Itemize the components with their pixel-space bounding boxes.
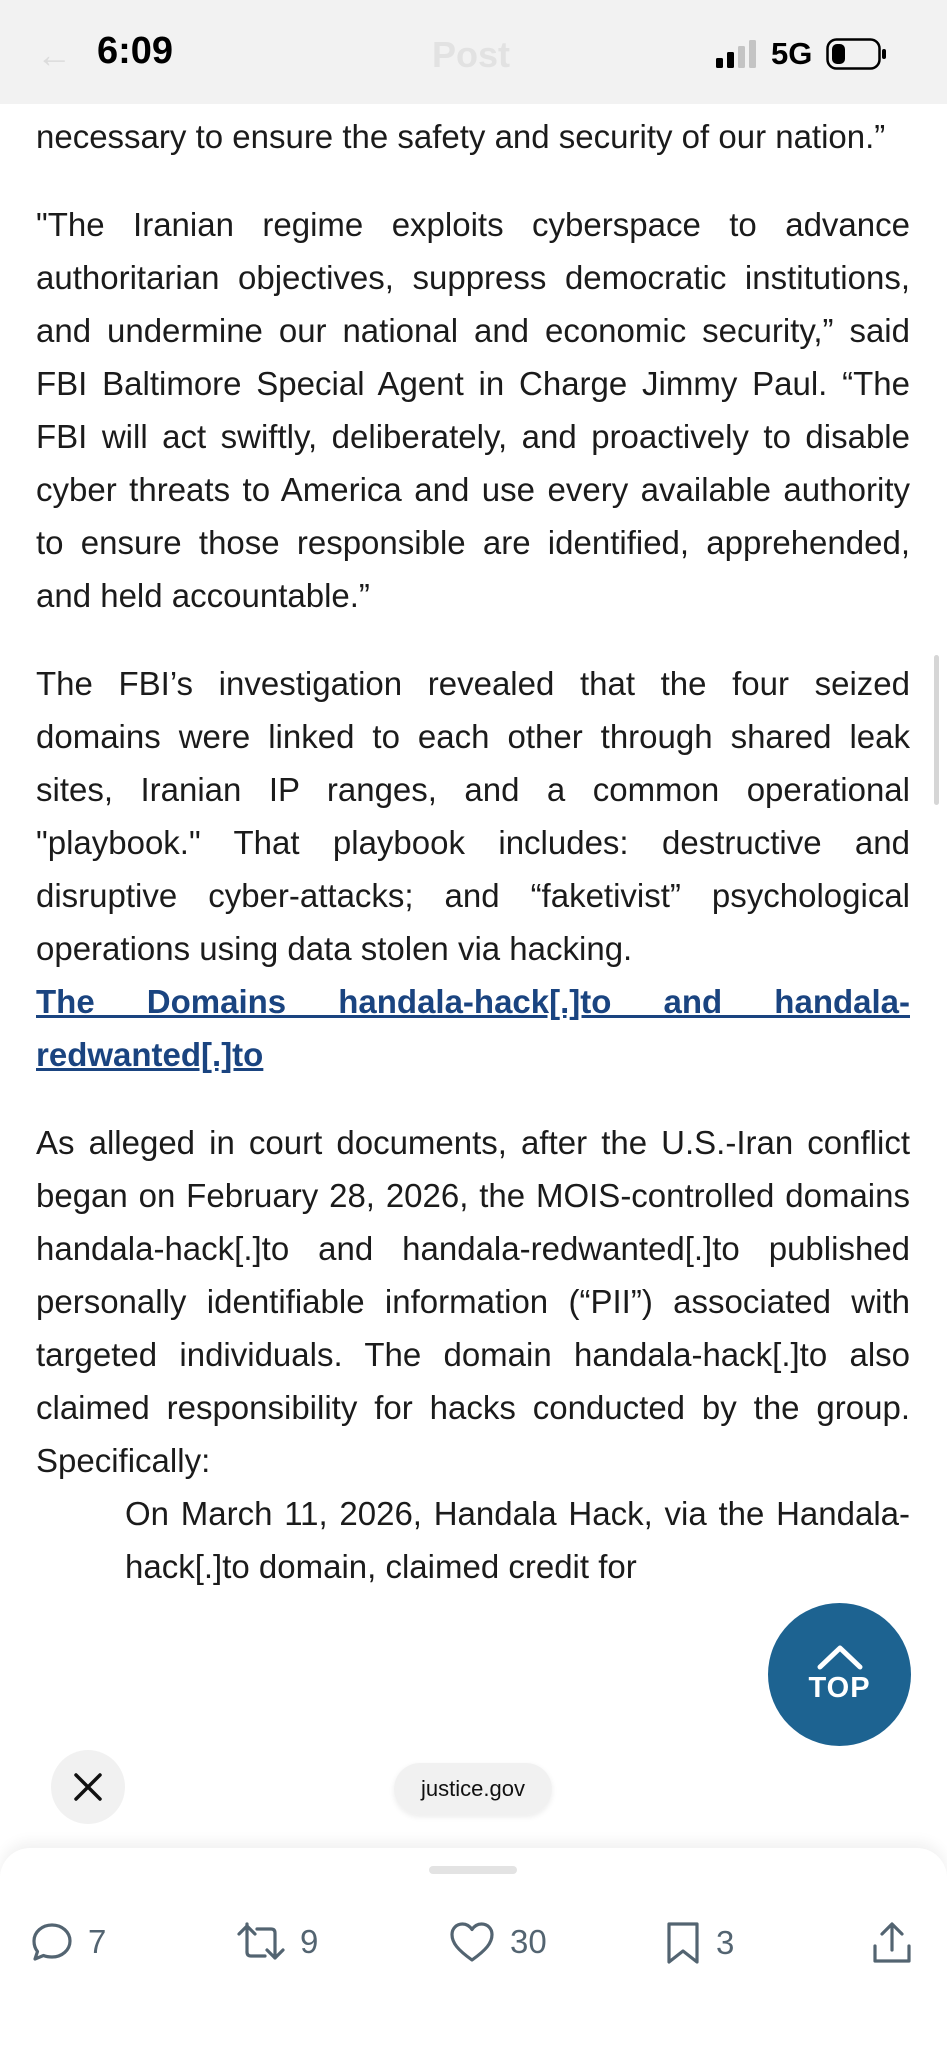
share-button[interactable] [870, 1920, 914, 1966]
back-arrow-icon[interactable]: ← [36, 34, 72, 75]
paragraph-investigation: The FBI’s investigation revealed that the four seized domains were linked to each other through shared leak sites, Iranian IP ranges, and a common operational "playbook." That playbook includes: destructive and disruptive cyber-attacks; and “faketivist” psychological operations using data stolen via hacking. [36, 665, 910, 967]
close-browser-button[interactable] [51, 1750, 125, 1824]
article-body [36, 110, 910, 1593]
header-title: Post [432, 34, 511, 75]
reply-button[interactable] [30, 1920, 106, 1964]
paragraph-quote: "The Iranian regime exploits cyberspace to advance authoritarian objectives, suppress democratic institutions, and undermine our national and economic security,” said FBI Baltimore Special Agent in Charge Jimmy Paul. “The FBI will act swiftly, deliberately, and proactively to disable cyber threats to America and use every available authority to ensure those responsible are identified, apprehended, and held accountable.” [36, 206, 910, 614]
cellular-signal-icon [716, 40, 760, 68]
top-button-label: TOP [808, 1672, 871, 1704]
scrollbar[interactable] [934, 655, 939, 805]
chevron-up-icon [817, 1644, 863, 1670]
repost-count: 9 [300, 1923, 319, 1960]
list-item: On March 11, 2026, Handala Hack, via the Handala-hack[.]to domain, claimed credit for [125, 1495, 910, 1585]
repost-icon [236, 1920, 286, 1964]
back-to-top-button[interactable] [768, 1603, 911, 1746]
heart-icon [448, 1920, 496, 1964]
reply-icon [30, 1920, 74, 1964]
browser-domain-pill[interactable]: justice.gov [394, 1763, 552, 1815]
post-action-bar [0, 1848, 947, 2048]
repost-button[interactable] [236, 1920, 318, 1964]
section-heading-link[interactable]: The Domains handala-hack[.]to and handala-redwanted[.]to [36, 983, 910, 1073]
bookmark-button[interactable] [664, 1920, 734, 1966]
paragraph: necessary to ensure the safety and security of our nation.” [36, 118, 886, 155]
status-time: 6:09 [97, 30, 174, 72]
network-label: 5G [771, 36, 813, 71]
paragraph-allegations: As alleged in court documents, after the U.S.-Iran conflict began on February 28, 2026, the MOIS-controlled domains handala-hack[.]to and handala-redwanted[.]to published personally identifiable information (“PII”) associated with targeted individuals. The domain handala-hack[.]to also claimed responsibility for hacks conducted by the group. Specifically: [36, 1124, 910, 1479]
status-bar [0, 0, 947, 104]
bookmark-count: 3 [716, 1924, 735, 1961]
bookmark-icon [664, 1920, 702, 1966]
share-icon [870, 1920, 914, 1966]
like-button[interactable] [448, 1920, 547, 1964]
like-count: 30 [510, 1923, 547, 1960]
sheet-grabber[interactable] [429, 1866, 517, 1874]
battery-icon [826, 38, 888, 70]
close-icon [73, 1772, 103, 1802]
reply-count: 7 [88, 1923, 107, 1960]
